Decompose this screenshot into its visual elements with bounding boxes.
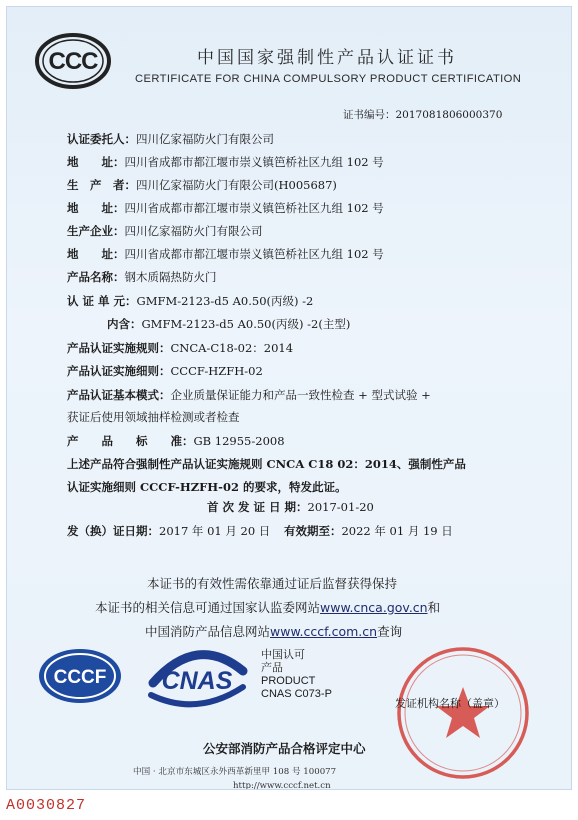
field-standard: 产 品 标 准：GB 12955-2008 [67, 434, 285, 448]
first-issue-date: 首 次 发 证 日 期：2017-01-20 [207, 500, 374, 514]
field-impl-rule: 产品认证实施规则：CNCA-C18-02：2014 [67, 341, 294, 355]
note-cnca: 本证书的相关信息可通过国家认监委网站www.cnca.gov.cn和 [95, 600, 441, 615]
issuer-label: 发证机构名称（盖章） [395, 697, 505, 710]
svg-text:CNAS: CNAS [161, 667, 233, 695]
svg-text:CCC: CCC [48, 48, 98, 75]
certificate [6, 6, 572, 790]
field-factory-address: 地 址：四川省成都市都江堰市崇义镇笆桥社区九组 102 号 [67, 247, 384, 261]
field-applicant-address: 地 址：四川省成都市都江堰市崇义镇笆桥社区九组 102 号 [67, 155, 384, 169]
field-manufacturer: 生 产 者：四川亿家福防火门有限公司(H005687) [67, 178, 337, 192]
certificate-number: 证书编号：2017081806000370 [343, 109, 503, 121]
issuing-center-name: 公安部消防产品合格评定中心 [203, 741, 366, 756]
field-cert-mode-line2: 获证后使用领域抽样检测或者检查 [67, 410, 240, 424]
title-chinese: 中国国家强制性产品认证证书 [197, 48, 457, 68]
field-manufacturer-address: 地 址：四川省成都市都江堰市崇义镇笆桥社区九组 102 号 [67, 201, 384, 215]
official-seal-icon [393, 643, 533, 783]
center-address: 中国 · 北京市东城区永外西革新里甲 108 号 100077 [133, 767, 337, 777]
ccc-logo-icon [33, 31, 113, 91]
note-validity: 本证书的有效性需依靠通过证后监督获得保持 [147, 576, 398, 591]
statement-line2: 认证实施细则 CCCF-HZFH-02 的要求，特发此证。 [67, 480, 347, 494]
issue-date: 发（换）证日期：2017 年 01 月 20 日 有效期至：2022 年 01 月 19 日 [67, 524, 453, 538]
field-includes: 内含：GMFM-2123-d5 A0.50(丙级) -2(主型) [107, 317, 351, 331]
cccf-logo-icon [37, 647, 123, 705]
title-english: CERTIFICATE FOR CHINA COMPULSORY PRODUCT CERTIFICATION [135, 73, 522, 85]
note-cccf: 中国消防产品信息网站www.cccf.com.cn查询 [145, 624, 403, 639]
cnca-link[interactable]: www.cnca.gov.cn [320, 600, 428, 615]
center-website[interactable]: http://www.cccf.net.cn [233, 781, 331, 790]
svg-text:CCCF: CCCF [53, 667, 107, 688]
field-applicant: 认证委托人：四川亿家福防火门有限公司 [67, 132, 274, 146]
cnas-logo-icon [145, 643, 249, 709]
cccf-link[interactable]: www.cccf.com.cn [270, 624, 378, 639]
field-impl-detail: 产品认证实施细则：CCCF-HZFH-02 [67, 364, 263, 378]
statement-line1: 上述产品符合强制性产品认证实施规则 CNCA C18 02：2014、强制性产品 [67, 457, 466, 471]
field-cert-unit: 认 证 单 元：GMFM-2123-d5 A0.50(丙级) -2 [67, 294, 314, 308]
cnas-accreditation-text: 中国认可 产品 PRODUCT CNAS C073-P [261, 649, 332, 700]
field-product-name: 产品名称：钢木质隔热防火门 [67, 270, 217, 284]
field-factory: 生产企业：四川亿家福防火门有限公司 [67, 224, 263, 238]
serial-number: A0030827 [6, 797, 87, 814]
field-cert-mode: 产品认证基本模式：企业质量保证能力和产品一致性检查 + 型式试验 + [67, 388, 431, 402]
